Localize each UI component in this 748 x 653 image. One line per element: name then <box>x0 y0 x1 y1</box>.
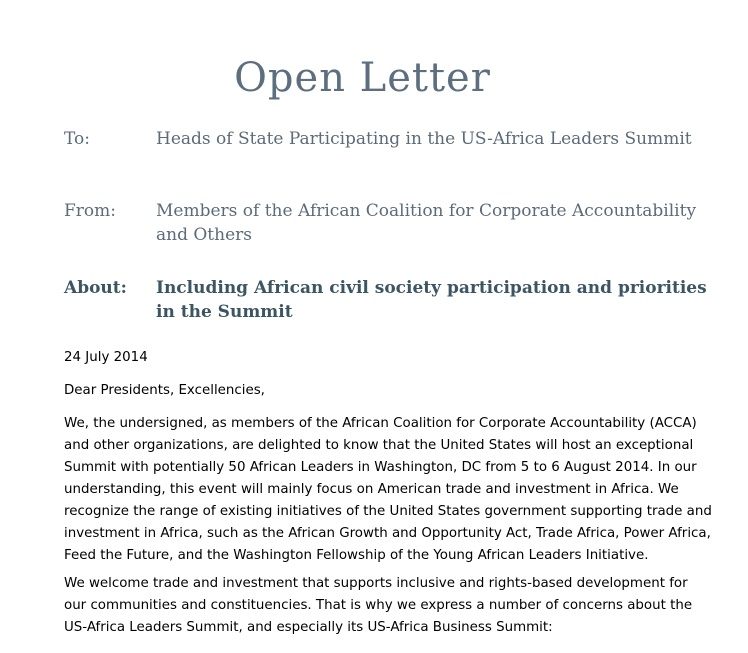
from-value: Members of the African Coalition for Corporate Accountability and Others <box>156 201 697 245</box>
letter-date: 24 July 2014 <box>64 350 148 365</box>
paragraph-2 <box>64 573 714 639</box>
to-value: Heads of State Participating in the US-Africa Leaders Summit <box>156 129 692 149</box>
paragraph-text: We welcome trade and investment that supports inclusive and rights-based development for our communities and constituencies. That is why we express a number of concerns about the US-Africa Leaders Summit, and especially its US-Africa Business Summit: <box>64 576 693 635</box>
about-label: About: <box>64 278 127 298</box>
paragraph-text: We, the undersigned, as members of the African Coalition for Corporate Accountability (ACCA) and other organizations, are delighted to know that the United States will host an exceptional Summit with potentially 50 African Leaders in Washington, DC from 5 to 6 August 2014. In our understanding, this event will mainly focus on American trade and investment in Africa. We recognize the range of existing initiatives of the United States government supporting trade and investment in Africa, such as the African Growth and Opportunity Act, Trade Africa, Power Africa, Feed the Future, and the Washington Fellowship of the Young African Leaders Initiative. <box>64 416 712 563</box>
about-value: Including African civil society participation and priorities in the Summit <box>156 278 707 322</box>
paragraph-1 <box>64 413 714 567</box>
from-label: From: <box>64 201 117 221</box>
to-label: To: <box>64 129 90 149</box>
salutation: Dear Presidents, Excellencies, <box>64 383 265 398</box>
page-title: Open Letter <box>234 55 491 101</box>
